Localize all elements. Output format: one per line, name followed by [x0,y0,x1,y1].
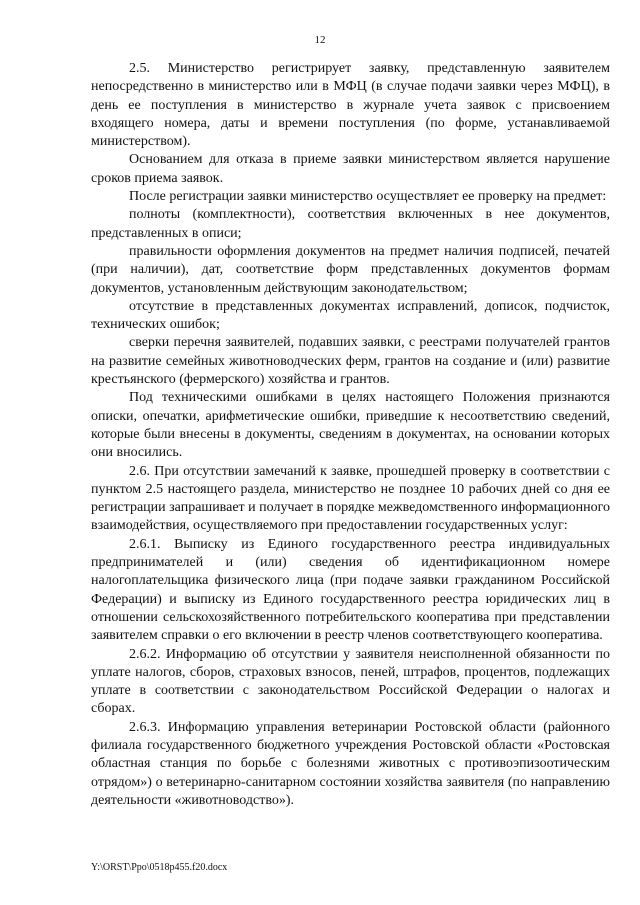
paragraph-no-corrections: отсутствие в представленных документах исправлений, дописок, подчисток, технических ошибок; [91,298,610,333]
paragraph-registry-check: сверки перечня заявителей, подавших заявки, с реестрами получателей грантов на развитие семейных животноводческих ферм, грантов на создание и (или) развитие крестьянского (фермерского) хозяйства и грантов. [91,335,610,388]
paragraph-2-6-2: 2.6.2. Информацию об отсутствии у заявителя неисполненной обязанности по уплате налогов, сборов, страховых взносов, пеней, штрафов, процентов, подлежащих уплате в соответствии с законодательством Российской Федерации о налогах и сборах. [91,646,610,717]
paragraph-completeness: полноты (комплектности), соответствия включенных в нее документов, представленных в описи; [91,207,610,241]
footer-file-path: Y:\ORST\Ppo\0518p455.f20.docx [91,862,228,873]
paragraph-correctness: правильности оформления документов на предмет наличия подписей, печатей (при наличии), дат, соответствие форм представленных документов формам документов, установленным действующим законодательством; [91,243,610,296]
paragraph-technical-errors: Под техническими ошибками в целях настоящего Положения признаются описки, опечатки, арифметические ошибки, приведшие к несоответствию сведений, которые были внесены в документы, сведениям в документах, на основании которых они вносились. [91,390,610,461]
paragraph-refusal-grounds: Основанием для отказа в приеме заявки министерством является нарушение сроков приема заявок. [91,152,610,186]
paragraph-check-intro: После регистрации заявки министерство осуществляет ее проверку на предмет: [129,189,607,205]
paragraph-2-6-1: 2.6.1. Выписку из Единого государственного реестра индивидуальных предпринимателей и (или) сведения об идентификационном номере налогоплательщика физического лица (при подаче заявки гражданином Российской Федерации) и выписку из Единого государственного реестра юридических лиц в отношении сельскохозяйственного потребительского кооператива при представлении заявителем справки о его включении в реестр членов соответствующего кооператива. [91,536,610,644]
page-number: 12 [314,34,326,46]
paragraph-2-5: 2.5. Министерство регистрирует заявку, представленную заявителем непосредственно в министерство или в МФЦ (в случае подачи заявки через МФЦ), в день ее поступления в министерство в журнале учета заявок с присвоением входящего номера, даты и времени поступления (по форме, устанавливаемой министерством). [91,61,610,150]
paragraph-2-6-3: 2.6.3. Информацию управления ветеринарии Ростовской области (районного филиала государственного бюджетного учреждения Ростовской области «Ростовская областная станция по борьбе с болезнями животных с противоэпизоотическим отрядом») о ветеринарно-санитарном состоянии хозяйства заявителя (по направлению деятельности «животноводство»). [91,719,610,808]
paragraph-2-6: 2.6. При отсутствии замечаний к заявке, прошедшей проверку в соответствии с пунктом 2.5 настоящего раздела, министерство не позднее 10 рабочих дней со дня ее регистрации запрашивает и получает в порядке межведомственного информационного взаимодействия, осуществляемого при предоставлении государственных услуг: [91,463,611,534]
document-body [91,60,610,810]
